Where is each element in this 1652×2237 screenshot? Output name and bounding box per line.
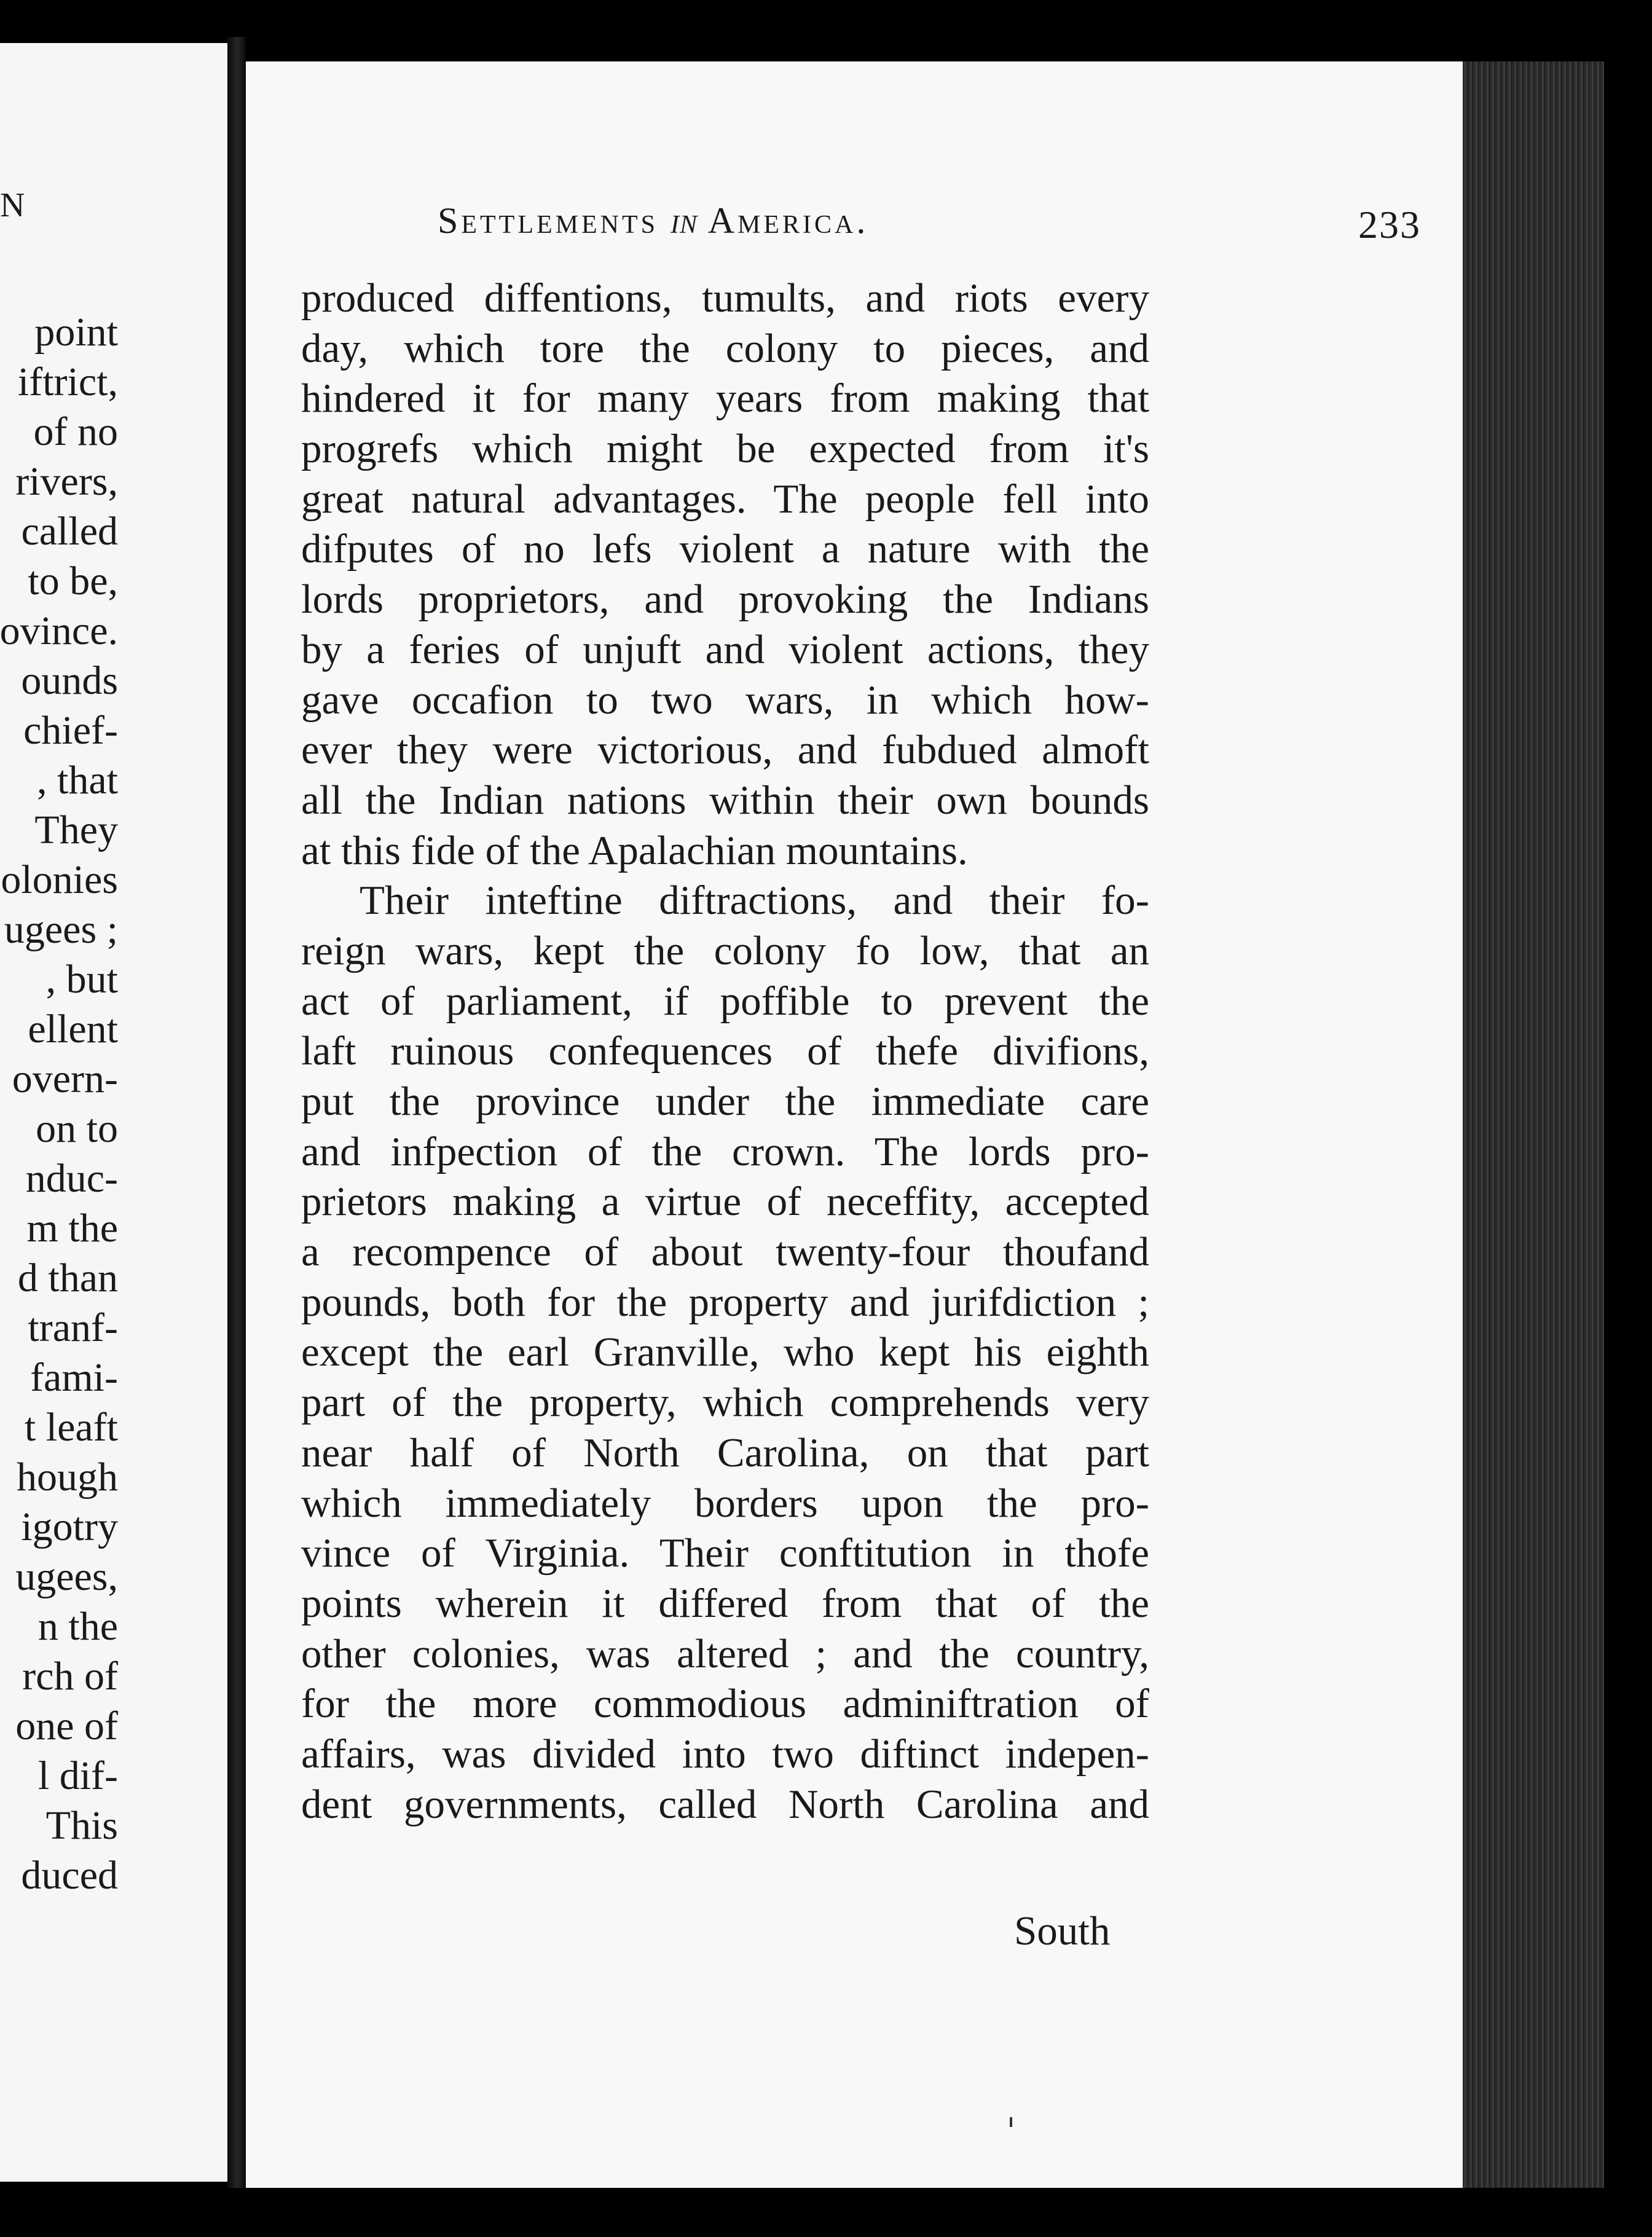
text-line: put the province under the immediate care bbox=[301, 1079, 1149, 1124]
text-line: which immediately borders upon the pro- bbox=[301, 1480, 1149, 1526]
text-line: all the Indian nations within their own bounds bbox=[301, 777, 1149, 823]
text-line: difputes of no lefs violent a nature with the bbox=[301, 526, 1149, 572]
facing-page-line-fragment: ugees ; bbox=[4, 907, 118, 952]
text-line: affairs, was divided into two diftinct indepen- bbox=[301, 1731, 1149, 1777]
facing-page-line-fragment: ellent bbox=[28, 1007, 118, 1052]
text-line: Their inteftine diftractions, and their fo- bbox=[360, 878, 1149, 924]
page-edges bbox=[1463, 61, 1604, 2188]
text-line: great natural advantages. The people fell into bbox=[301, 476, 1149, 522]
facing-page-line-fragment: olonies bbox=[1, 857, 118, 902]
facing-page-line-fragment: ovince. bbox=[0, 608, 118, 653]
running-head-title bbox=[438, 200, 868, 242]
text-line: gave occafion to two wars, in which how- bbox=[301, 677, 1149, 723]
text-line: produced diffentions, tumults, and riots every bbox=[301, 275, 1149, 321]
facing-page-line-fragment: iftrict, bbox=[17, 360, 118, 404]
facing-page-line-fragment: fami- bbox=[30, 1355, 118, 1400]
running-head-title-part: Settlements bbox=[438, 200, 671, 241]
text-line: by a feries of unjuft and violent actions, they bbox=[301, 626, 1149, 672]
text-line: except the earl Granville, who kept his eighth bbox=[301, 1329, 1149, 1375]
facing-page-line-fragment: , that bbox=[37, 758, 118, 803]
running-head bbox=[438, 200, 1421, 261]
facing-page-line-fragment: t leaft bbox=[24, 1405, 118, 1450]
text-line: reign wars, kept the colony fo low, that an bbox=[301, 927, 1149, 973]
facing-page-line-fragment: igotry bbox=[21, 1504, 118, 1549]
facing-page-line-fragment: ugees, bbox=[15, 1554, 118, 1599]
text-line: day, which tore the colony to pieces, and bbox=[301, 325, 1149, 371]
facing-page-fragment bbox=[0, 43, 227, 2182]
facing-page-line-fragment: to be, bbox=[28, 559, 118, 603]
text-line: and infpection of the crown. The lords pro- bbox=[301, 1128, 1149, 1174]
catchword: South bbox=[1014, 1908, 1111, 1954]
facing-page-line-fragment: one of bbox=[15, 1704, 118, 1748]
text-line: near half of North Carolina, on that part bbox=[301, 1429, 1149, 1476]
facing-page-line-fragment: overn- bbox=[12, 1056, 118, 1101]
facing-page-line-fragment: tranf- bbox=[28, 1305, 118, 1350]
body-text bbox=[301, 273, 1149, 1830]
text-line: for the more commodious adminiftration of bbox=[301, 1681, 1149, 1727]
text-line: points wherein it differed from that of the bbox=[301, 1580, 1149, 1626]
text-line: other colonies, was altered ; and the country, bbox=[301, 1630, 1149, 1677]
facing-page-line-fragment: of no bbox=[33, 409, 118, 454]
running-head-title-part: America. bbox=[698, 200, 869, 241]
text-line: part of the property, which comprehends very bbox=[301, 1380, 1149, 1426]
facing-page-line-fragment: This bbox=[45, 1803, 118, 1848]
ink-fleck bbox=[1010, 2117, 1012, 2127]
facing-page-line-fragment: point bbox=[34, 310, 118, 355]
facing-page-line-fragment: rch of bbox=[22, 1654, 118, 1699]
facing-page-line-fragment: m the bbox=[26, 1206, 118, 1251]
text-line: ever they were victorious, and fubdued almoft bbox=[301, 727, 1149, 773]
text-line: pounds, both for the property and jurifdiction ; bbox=[301, 1279, 1149, 1325]
facing-page-line-fragment: They bbox=[34, 808, 118, 852]
page-number: 233 bbox=[1358, 203, 1421, 246]
text-line: dent governments, called North Carolina and bbox=[301, 1781, 1149, 1827]
facing-page-line-fragment: nduc- bbox=[25, 1156, 118, 1201]
facing-page-line-fragment: d than bbox=[17, 1256, 118, 1300]
text-line: vince of Virginia. Their conftitution in thofe bbox=[301, 1530, 1149, 1576]
facing-page-line-fragment: called bbox=[21, 509, 118, 554]
facing-page-lines bbox=[0, 307, 118, 1900]
text-line: prietors making a virtue of neceffity, accepted bbox=[301, 1179, 1149, 1225]
text-line: a recompence of about twenty-four thoufand bbox=[301, 1229, 1149, 1275]
running-head-title-italic: in bbox=[671, 200, 698, 241]
facing-page-header-fragment: N bbox=[0, 186, 28, 224]
text-line: act of parliament, if poffible to prevent the bbox=[301, 978, 1149, 1024]
facing-page-line-fragment: duced bbox=[21, 1853, 118, 1898]
facing-page-line-fragment: rivers, bbox=[15, 459, 118, 504]
text-line: progrefs which might be expected from it's bbox=[301, 426, 1149, 472]
facing-page-line-fragment: , but bbox=[45, 957, 118, 1002]
book-gutter bbox=[227, 37, 246, 2188]
text-line: hindered it for many years from making that bbox=[301, 375, 1149, 422]
book-page bbox=[246, 61, 1463, 2188]
text-line: laft ruinous confequences of thefe divifions, bbox=[301, 1028, 1149, 1074]
facing-page-line-fragment: l dif- bbox=[37, 1753, 118, 1798]
text-line: lords proprietors, and provoking the Indians bbox=[301, 576, 1149, 623]
text-line: at this fide of the Apalachian mountains. bbox=[301, 827, 968, 873]
facing-page-line-fragment: ounds bbox=[21, 658, 118, 703]
facing-page-line-fragment: hough bbox=[17, 1455, 118, 1500]
facing-page-line-fragment: chief- bbox=[23, 708, 118, 753]
facing-page-line-fragment: n the bbox=[37, 1604, 118, 1649]
facing-page-line-fragment: on to bbox=[36, 1106, 118, 1151]
